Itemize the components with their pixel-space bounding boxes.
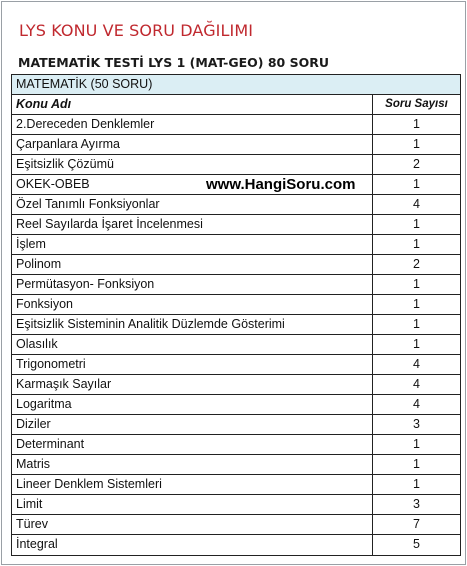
topic-distribution-table	[11, 74, 461, 556]
count-cell: 1	[413, 297, 420, 311]
count-cell: 1	[413, 437, 420, 451]
count-cell: 1	[413, 457, 420, 471]
table-row	[12, 435, 460, 455]
table-row	[12, 455, 460, 475]
count-cell: 2	[413, 157, 420, 171]
topic-cell: Logaritma	[12, 395, 373, 414]
topic-cell: Eşitsizlik Çözümü	[12, 155, 373, 174]
table-row	[12, 135, 460, 155]
count-cell: 1	[413, 177, 420, 191]
topic-cell: Matris	[12, 455, 373, 474]
table-row	[12, 255, 460, 275]
topic-cell: Eşitsizlik Sisteminin Analitik Düzlemde Gösterimi	[12, 315, 373, 334]
section-header: MATEMATİK (50 SORU)	[12, 75, 460, 95]
topic-cell: Reel Sayılarda İşaret İncelenmesi	[12, 215, 373, 234]
count-cell: 3	[413, 417, 420, 431]
count-cell: 4	[413, 197, 420, 211]
topic-cell: Çarpanlara Ayırma	[12, 135, 373, 154]
test-subtitle: MATEMATİK TESTİ LYS 1 (MAT-GEO) 80 SORU	[18, 55, 330, 70]
count-cell: 1	[413, 137, 420, 151]
table-row	[12, 355, 460, 375]
topic-cell: Olasılık	[12, 335, 373, 354]
topic-cell: Trigonometri	[12, 355, 373, 374]
table-row	[12, 535, 460, 555]
document-frame	[1, 1, 466, 565]
count-cell: 1	[413, 217, 420, 231]
table-row	[12, 295, 460, 315]
topic-cell: İntegral	[12, 535, 373, 555]
topic-cell: Fonksiyon	[12, 295, 373, 314]
table-row	[12, 495, 460, 515]
count-cell: 1	[413, 317, 420, 331]
table-row	[12, 155, 460, 175]
table-row	[12, 375, 460, 395]
topic-cell: Determinant	[12, 435, 373, 454]
table-row	[12, 315, 460, 335]
count-cell: 5	[413, 537, 420, 551]
count-cell: 1	[413, 117, 420, 131]
topic-cell: Türev	[12, 515, 373, 534]
topic-cell: Permütasyon- Fonksiyon	[12, 275, 373, 294]
count-cell: 1	[413, 277, 420, 291]
count-cell: 7	[413, 517, 420, 531]
count-cell: 1	[413, 237, 420, 251]
topic-cell: Diziler	[12, 415, 373, 434]
topic-cell: Karmaşık Sayılar	[12, 375, 373, 394]
topic-cell: İşlem	[12, 235, 373, 254]
count-cell: 4	[413, 377, 420, 391]
column-header-count: Soru Sayısı	[385, 98, 448, 110]
table-header-row	[12, 95, 460, 115]
table-row	[12, 115, 460, 135]
count-cell: 2	[413, 257, 420, 271]
table-row	[12, 195, 460, 215]
count-cell: 1	[413, 477, 420, 491]
watermark-text: www.HangiSoru.com	[206, 176, 356, 193]
table-row	[12, 395, 460, 415]
column-header-topic: Konu Adı	[12, 95, 373, 114]
count-cell: 4	[413, 357, 420, 371]
count-cell: 3	[413, 497, 420, 511]
count-cell: 4	[413, 397, 420, 411]
count-cell: 1	[413, 337, 420, 351]
topic-cell: Polinom	[12, 255, 373, 274]
topic-cell: OKEK-OBEB	[12, 175, 373, 194]
table-row	[12, 415, 460, 435]
topic-cell: 2.Dereceden Denklemler	[12, 115, 373, 134]
table-row	[12, 235, 460, 255]
topic-cell: Lineer Denklem Sistemleri	[12, 475, 373, 494]
table-row	[12, 215, 460, 235]
topic-cell: Özel Tanımlı Fonksiyonlar	[12, 195, 373, 214]
table-row	[12, 475, 460, 495]
page-title: LYS KONU VE SORU DAĞILIMI	[19, 21, 254, 40]
table-row	[12, 335, 460, 355]
topic-cell: Limit	[12, 495, 373, 514]
table-row	[12, 275, 460, 295]
table-row	[12, 515, 460, 535]
